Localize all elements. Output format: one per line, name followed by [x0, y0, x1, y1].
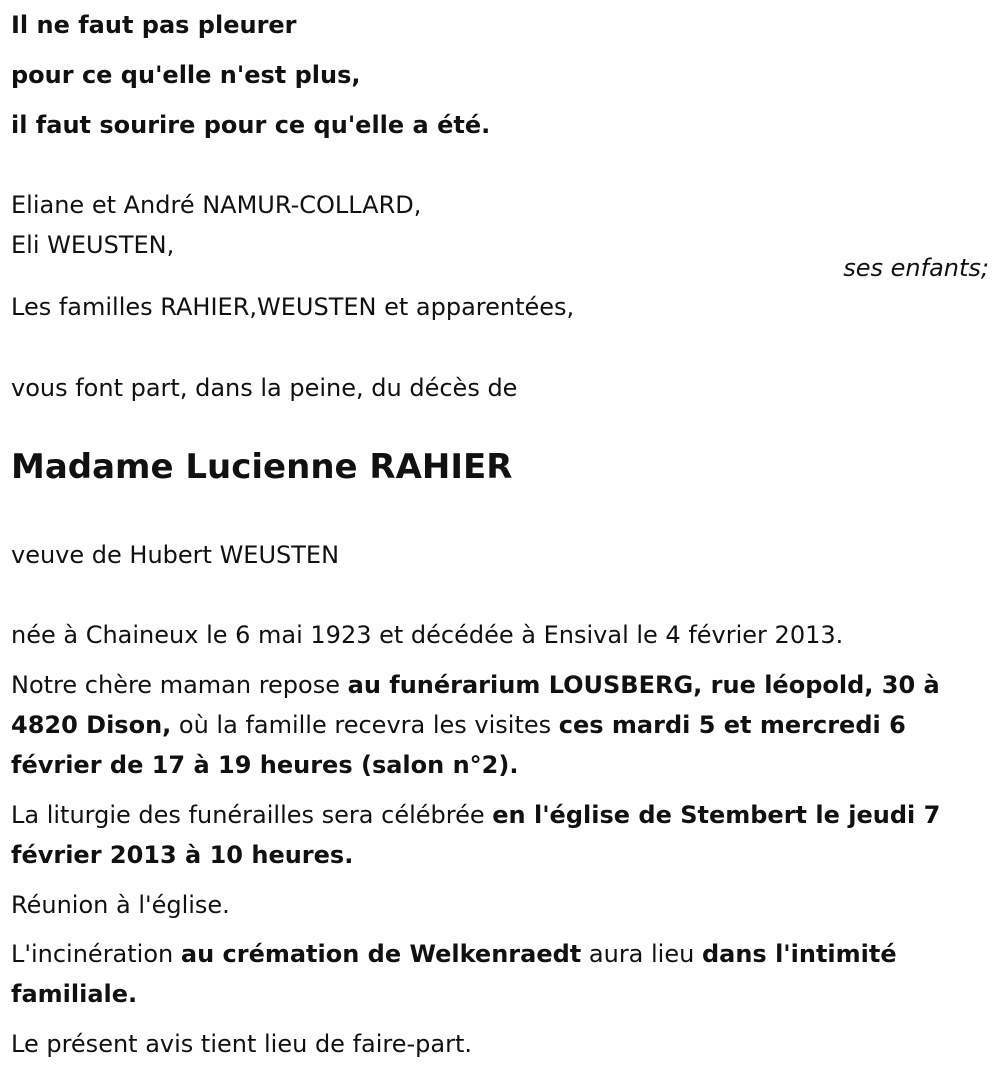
repose-text-2: où la famille recevra les visites — [171, 711, 559, 739]
liturgy-paragraph — [11, 795, 989, 875]
liturgy-text: La liturgie des funérailles sera célébrée — [11, 801, 493, 829]
reunion-text: Réunion à l'église. — [11, 891, 230, 919]
repose-paragraph — [11, 665, 989, 785]
family-line-3: Les familles RAHIER,WEUSTEN et apparentées, — [11, 293, 575, 321]
liturgy-place-time: en l'église de Stembert le jeudi 7 février 2013 à 10 heures. — [11, 801, 941, 869]
repose-text-1: Notre chère maman repose — [11, 671, 348, 699]
birth-death-text: née à Chaineux le 6 mai 1923 et décédée à Ensival le 4 février 2013. — [11, 621, 844, 649]
cremation-place: au crémation de Welkenraedt — [180, 940, 582, 968]
announcement-text: vous font part, dans la peine, du décès de — [11, 374, 518, 402]
quote-line-2: pour ce qu'elle n'est plus, — [11, 61, 361, 89]
cremation-text-2: aura lieu — [581, 940, 702, 968]
cremation-paragraph — [11, 934, 989, 1014]
family-line-1: Eliane et André NAMUR-COLLARD, — [11, 191, 422, 219]
children-note: ses enfants; — [843, 254, 989, 282]
closing-text: Le présent avis tient lieu de faire-part. — [11, 1030, 473, 1058]
widow-of-text: veuve de Hubert WEUSTEN — [11, 541, 340, 569]
cremation-privacy: dans l'intimité familiale. — [11, 940, 897, 1008]
visiting-hours: ces mardi 5 et mercredi 6 février de 17 à 19 heures (salon n°2). — [11, 711, 906, 779]
repose-location: au funérarium LOUSBERG, rue léopold, 30 à 4820 Dison, — [11, 671, 940, 739]
family-line-2: Eli WEUSTEN, — [11, 231, 175, 259]
cremation-text-1: L'incinération — [11, 940, 181, 968]
deceased-name: Madame Lucienne RAHIER — [11, 447, 513, 487]
quote-line-1: Il ne faut pas pleurer — [11, 11, 297, 39]
quote-line-3: il faut sourire pour ce qu'elle a été. — [11, 111, 491, 139]
